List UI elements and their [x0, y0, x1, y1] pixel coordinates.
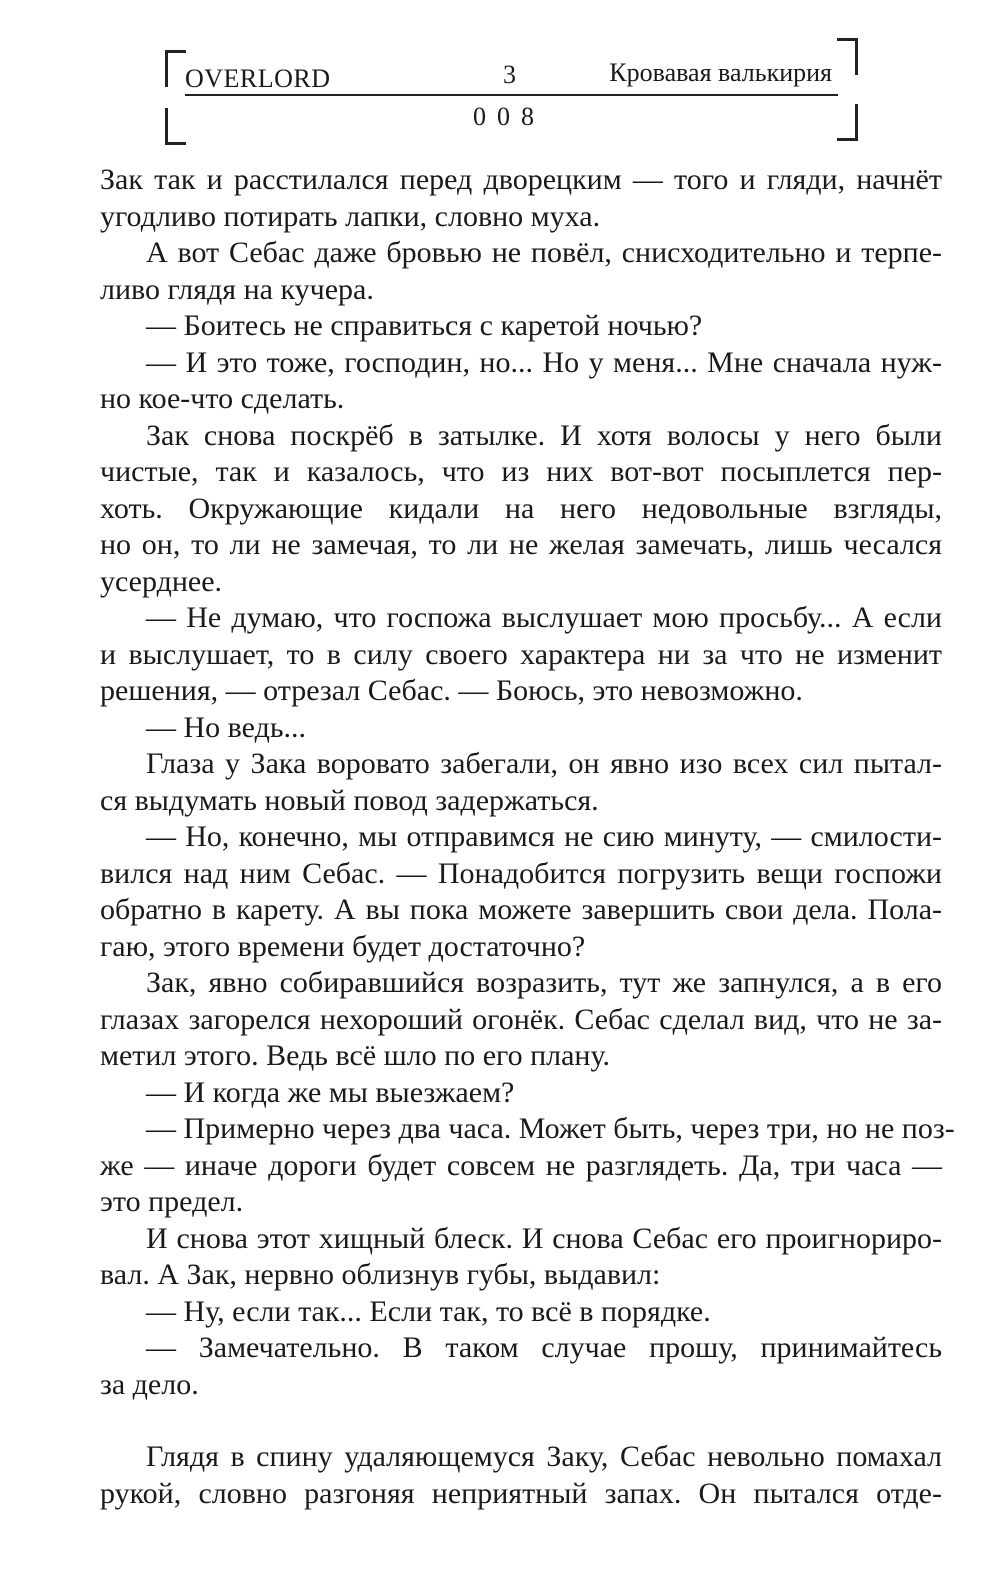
text-line: и выслушает, то в силу своего характера ни за что не изменит — [100, 637, 942, 671]
text-line: но кое-что сделать. — [100, 382, 345, 415]
text-line: но он, то ли не замечая, то ли не желая замечать, лишь чесался — [100, 528, 942, 561]
header-rule — [185, 94, 838, 96]
text-line: обратно в карету. А вы пока можете завершить свои дела. Пола- — [100, 893, 942, 926]
text-line: А вот Себас даже бровью не повёл, снисходительно и терпе- — [146, 236, 942, 269]
header-corner-bottom-right — [837, 104, 858, 141]
text-line: вился над ним Себас. — Понадобится погрузить вещи госпожи — [100, 856, 942, 890]
text-line: — Но, конечно, мы отправимся не сию минуту, — смилости- — [146, 820, 942, 853]
book-title: Кровавая валькирия — [609, 58, 832, 87]
header-corner-top-left — [165, 50, 186, 87]
text-line: Глядя в спину удаляющемуся Заку, Себас невольно помахал — [146, 1440, 942, 1473]
section-break — [100, 1403, 942, 1439]
text-line: ливо глядя на кучера. — [100, 272, 374, 306]
header-corner-bottom-left — [165, 108, 186, 145]
text-line: вал. А Зак, нервно облизнув губы, выдавил: — [100, 1258, 661, 1291]
chapter-number: 008 — [473, 102, 545, 131]
text-line: усерднее. — [100, 564, 223, 598]
text-line: Зак так и расстилался перед дворецким — того и гляди, начнёт — [100, 163, 942, 196]
text-line: же — иначе дороги будет совсем не разглядеть. Да, три часа — — [100, 1148, 942, 1182]
header-corner-top-right — [837, 38, 858, 75]
text-line: И снова этот хищный блеск. И снова Себас его проигнориро- — [146, 1221, 942, 1255]
text-line: это предел. — [100, 1185, 244, 1218]
text-line: угодливо потирать лапки, словно муха. — [100, 199, 601, 233]
text-line: метил этого. Ведь всё шло по его плану. — [100, 1039, 610, 1072]
text-line: ся выдумать новый повод задержаться. — [100, 783, 599, 817]
text-line: — Ну, если так... Если так, то всё в порядке. — [146, 1294, 711, 1328]
text-line: чистые, так и казалось, что из них вот-вот посыплется пер- — [100, 455, 942, 488]
text-line: — И когда же мы выезжаем? — [146, 1075, 515, 1109]
text-line: за дело. — [100, 1367, 199, 1401]
volume-number: 3 — [503, 60, 516, 89]
text-line: Зак снова поскрёб в затылке. И хотя волосы у него были — [146, 418, 942, 452]
text-line: гаю, этого времени будет достаточно? — [100, 929, 586, 963]
text-line: — Замечательно. В таком случае прошу, принимайтесь — [146, 1331, 942, 1364]
body-text — [100, 162, 955, 1512]
text-line: — И это тоже, господин, но... Но у меня... Мне сначала нуж- — [146, 345, 942, 379]
text-line: Глаза у Зака воровато забегали, он явно изо всех сил пытал- — [146, 747, 942, 780]
text-line: хоть. Окружающие кидали на него недовольные взгляды, — [100, 491, 942, 525]
text-line: — Не думаю, что госпожа выслушает мою просьбу... А если — [146, 601, 942, 634]
text-line: — Боитесь не справиться с каретой ночью? — [146, 309, 703, 342]
text-line: глазах загорелся нехороший огонёк. Себас сделал вид, что не за- — [100, 1002, 942, 1036]
text-line: решения, — отрезал Себас. — Боюсь, это невозможно. — [100, 674, 803, 707]
running-header — [165, 38, 858, 138]
text-line: рукой, словно разгоняя неприятный запах. Он пытался отде- — [100, 1476, 942, 1510]
text-line: — Примерно через два часа. Может быть, через три, но не поз- — [146, 1112, 955, 1145]
text-line: Зак, явно собиравшийся возразить, тут же запнулся, а в его — [146, 966, 942, 999]
text-line: — Но ведь... — [146, 710, 307, 744]
series-title: OVERLORD — [185, 64, 331, 93]
